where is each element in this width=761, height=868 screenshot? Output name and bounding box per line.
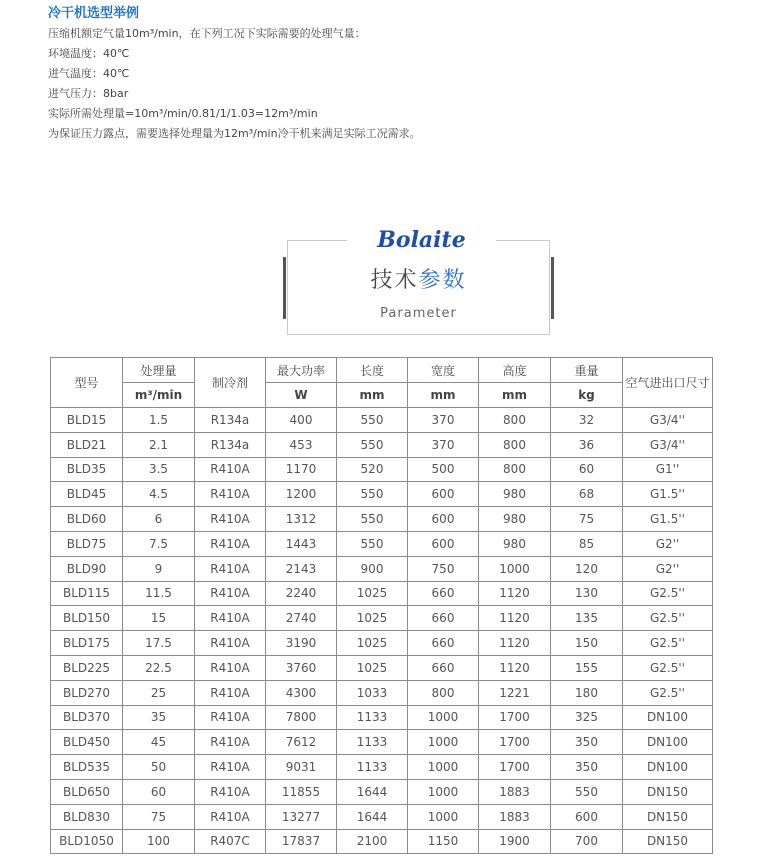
cell-power: 4300 — [266, 680, 337, 705]
cell-height: 1120 — [479, 655, 551, 680]
cell-width: 600 — [408, 507, 479, 532]
cell-port-size: DN150 — [623, 779, 713, 804]
cell-power: 7612 — [266, 730, 337, 755]
cell-width: 660 — [408, 581, 479, 606]
heading-title-part2: 参数 — [418, 268, 467, 293]
parameter-heading-subtitle: Parameter — [380, 306, 457, 321]
cell-length: 520 — [337, 457, 408, 482]
cell-power: 17837 — [266, 829, 337, 854]
section-title: 冷干机选型举例 — [48, 6, 140, 21]
cell-height: 800 — [479, 457, 551, 482]
table-row — [51, 482, 713, 507]
cell-power: 2240 — [266, 581, 337, 606]
parameter-heading-title — [287, 265, 550, 297]
cell-weight: 75 — [551, 507, 623, 532]
unit-power: W — [266, 383, 337, 408]
cell-capacity: 50 — [123, 755, 195, 780]
cell-power: 1443 — [266, 531, 337, 556]
cell-width: 660 — [408, 655, 479, 680]
cell-model: BLD90 — [51, 556, 123, 581]
table-row — [51, 705, 713, 730]
cell-length: 900 — [337, 556, 408, 581]
cell-weight: 135 — [551, 606, 623, 631]
cell-width: 800 — [408, 680, 479, 705]
cell-port-size: DN150 — [623, 804, 713, 829]
cell-model: BLD115 — [51, 581, 123, 606]
cell-capacity: 17.5 — [123, 631, 195, 656]
header-width: 宽度 — [408, 358, 479, 383]
cell-capacity: 75 — [123, 804, 195, 829]
cell-port-size: G1.5'' — [623, 507, 713, 532]
cell-height: 1900 — [479, 829, 551, 854]
frame-top-line-right — [496, 240, 550, 241]
cell-model: BLD21 — [51, 432, 123, 457]
cell-model: BLD35 — [51, 457, 123, 482]
cell-height: 800 — [479, 408, 551, 433]
cell-length: 1644 — [337, 804, 408, 829]
cell-port-size: G3/4'' — [623, 408, 713, 433]
unit-length: mm — [337, 383, 408, 408]
cell-height: 1700 — [479, 730, 551, 755]
cell-width: 1000 — [408, 804, 479, 829]
table-row — [51, 779, 713, 804]
header-port-size: 空气进出口尺寸 — [623, 358, 713, 408]
cell-power: 453 — [266, 432, 337, 457]
cell-refrigerant: R410A — [195, 631, 266, 656]
cell-model: BLD830 — [51, 804, 123, 829]
cell-weight: 325 — [551, 705, 623, 730]
cell-capacity: 6 — [123, 507, 195, 532]
cell-height: 1700 — [479, 705, 551, 730]
cell-length: 1133 — [337, 730, 408, 755]
table-unit-row — [51, 383, 713, 408]
frame-accent-bar-right — [551, 257, 554, 319]
cell-power: 1170 — [266, 457, 337, 482]
cell-weight: 155 — [551, 655, 623, 680]
cell-height: 1221 — [479, 680, 551, 705]
cell-port-size: G2'' — [623, 556, 713, 581]
table-row — [51, 680, 713, 705]
cell-length: 1025 — [337, 581, 408, 606]
table-row — [51, 804, 713, 829]
cell-power: 13277 — [266, 804, 337, 829]
cell-length: 550 — [337, 507, 408, 532]
table-row — [51, 408, 713, 433]
cell-model: BLD450 — [51, 730, 123, 755]
cell-capacity: 100 — [123, 829, 195, 854]
table-row — [51, 755, 713, 780]
cell-weight: 150 — [551, 631, 623, 656]
cell-capacity: 60 — [123, 779, 195, 804]
cell-model: BLD60 — [51, 507, 123, 532]
cell-weight: 130 — [551, 581, 623, 606]
intro-line-inlet-temp: 进气温度：40℃ — [48, 67, 130, 80]
cell-width: 600 — [408, 531, 479, 556]
cell-weight: 36 — [551, 432, 623, 457]
cell-width: 660 — [408, 631, 479, 656]
cell-length: 1644 — [337, 779, 408, 804]
cell-capacity: 4.5 — [123, 482, 195, 507]
cell-capacity: 45 — [123, 730, 195, 755]
brand-logo: Bolaite — [377, 227, 466, 253]
cell-capacity: 11.5 — [123, 581, 195, 606]
cell-height: 980 — [479, 507, 551, 532]
cell-port-size: DN150 — [623, 829, 713, 854]
header-refrigerant: 制冷剂 — [195, 358, 266, 408]
table-header-row — [51, 358, 713, 383]
cell-width: 750 — [408, 556, 479, 581]
cell-refrigerant: R410A — [195, 606, 266, 631]
unit-weight: kg — [551, 383, 623, 408]
cell-weight: 700 — [551, 829, 623, 854]
cell-port-size: DN100 — [623, 730, 713, 755]
unit-capacity: m³/min — [123, 383, 195, 408]
cell-length: 1133 — [337, 705, 408, 730]
table-row — [51, 581, 713, 606]
cell-height: 1883 — [479, 804, 551, 829]
cell-length: 1025 — [337, 606, 408, 631]
frame-top-line-left — [287, 240, 347, 241]
cell-refrigerant: R410A — [195, 482, 266, 507]
cell-refrigerant: R410A — [195, 680, 266, 705]
table-row — [51, 457, 713, 482]
table-row — [51, 531, 713, 556]
intro-line-calculation: 实际所需处理量=10m³/min/0.81/1/1.03=12m³/min — [48, 107, 318, 120]
cell-refrigerant: R410A — [195, 655, 266, 680]
table-row — [51, 631, 713, 656]
header-capacity: 处理量 — [123, 358, 195, 383]
cell-capacity: 9 — [123, 556, 195, 581]
table-row — [51, 556, 713, 581]
cell-weight: 85 — [551, 531, 623, 556]
intro-line-inlet-pressure: 进气压力：8bar — [48, 87, 129, 100]
cell-weight: 120 — [551, 556, 623, 581]
cell-port-size: G1'' — [623, 457, 713, 482]
cell-capacity: 15 — [123, 606, 195, 631]
heading-title-part1: 技术 — [370, 268, 419, 293]
cell-port-size: G2.5'' — [623, 680, 713, 705]
cell-model: BLD15 — [51, 408, 123, 433]
cell-power: 7800 — [266, 705, 337, 730]
cell-capacity: 22.5 — [123, 655, 195, 680]
cell-capacity: 7.5 — [123, 531, 195, 556]
cell-refrigerant: R407C — [195, 829, 266, 854]
cell-power: 1312 — [266, 507, 337, 532]
cell-port-size: G2.5'' — [623, 631, 713, 656]
header-model: 型号 — [51, 358, 123, 408]
cell-port-size: DN100 — [623, 705, 713, 730]
cell-height: 1000 — [479, 556, 551, 581]
table-row — [51, 432, 713, 457]
frame-accent-bar-left — [283, 257, 286, 319]
table-row — [51, 507, 713, 532]
cell-weight: 68 — [551, 482, 623, 507]
cell-refrigerant: R134a — [195, 408, 266, 433]
cell-length: 1025 — [337, 655, 408, 680]
cell-model: BLD45 — [51, 482, 123, 507]
cell-refrigerant: R410A — [195, 779, 266, 804]
cell-port-size: G1.5'' — [623, 482, 713, 507]
cell-weight: 60 — [551, 457, 623, 482]
cell-width: 1000 — [408, 705, 479, 730]
intro-line-ambient-temp: 环境温度：40℃ — [48, 47, 130, 60]
cell-refrigerant: R410A — [195, 730, 266, 755]
cell-height: 1120 — [479, 631, 551, 656]
cell-model: BLD535 — [51, 755, 123, 780]
cell-refrigerant: R410A — [195, 457, 266, 482]
cell-height: 980 — [479, 482, 551, 507]
cell-length: 2100 — [337, 829, 408, 854]
cell-capacity: 25 — [123, 680, 195, 705]
cell-model: BLD270 — [51, 680, 123, 705]
cell-height: 980 — [479, 531, 551, 556]
header-length: 长度 — [337, 358, 408, 383]
header-height: 高度 — [479, 358, 551, 383]
cell-model: BLD225 — [51, 655, 123, 680]
selection-example-section — [48, 4, 728, 144]
cell-port-size: G2.5'' — [623, 655, 713, 680]
cell-refrigerant: R410A — [195, 556, 266, 581]
cell-length: 550 — [337, 432, 408, 457]
cell-length: 1025 — [337, 631, 408, 656]
cell-height: 1120 — [479, 606, 551, 631]
cell-refrigerant: R410A — [195, 755, 266, 780]
cell-weight: 180 — [551, 680, 623, 705]
cell-width: 660 — [408, 606, 479, 631]
cell-power: 3190 — [266, 631, 337, 656]
cell-power: 9031 — [266, 755, 337, 780]
cell-length: 550 — [337, 408, 408, 433]
cell-capacity: 35 — [123, 705, 195, 730]
table-row — [51, 606, 713, 631]
spec-table-body — [51, 408, 713, 854]
cell-capacity: 2.1 — [123, 432, 195, 457]
cell-width: 1150 — [408, 829, 479, 854]
cell-power: 2740 — [266, 606, 337, 631]
cell-weight: 550 — [551, 779, 623, 804]
table-row — [51, 730, 713, 755]
cell-weight: 600 — [551, 804, 623, 829]
cell-weight: 350 — [551, 755, 623, 780]
cell-length: 1033 — [337, 680, 408, 705]
spec-table — [50, 357, 713, 854]
cell-length: 550 — [337, 482, 408, 507]
cell-refrigerant: R410A — [195, 531, 266, 556]
cell-width: 1000 — [408, 779, 479, 804]
cell-model: BLD650 — [51, 779, 123, 804]
cell-height: 1120 — [479, 581, 551, 606]
header-weight: 重量 — [551, 358, 623, 383]
header-power: 最大功率 — [266, 358, 337, 383]
cell-model: BLD175 — [51, 631, 123, 656]
cell-port-size: G2.5'' — [623, 606, 713, 631]
intro-line-conclusion: 为保证压力露点，需要选择处理量为12m³/min冷干机来满足实际工况需求。 — [48, 127, 421, 140]
cell-port-size: G2.5'' — [623, 581, 713, 606]
cell-capacity: 3.5 — [123, 457, 195, 482]
cell-width: 600 — [408, 482, 479, 507]
table-row — [51, 655, 713, 680]
cell-width: 1000 — [408, 730, 479, 755]
cell-power: 1200 — [266, 482, 337, 507]
cell-width: 500 — [408, 457, 479, 482]
cell-power: 400 — [266, 408, 337, 433]
cell-refrigerant: R134a — [195, 432, 266, 457]
cell-model: BLD75 — [51, 531, 123, 556]
cell-width: 1000 — [408, 755, 479, 780]
cell-model: BLD1050 — [51, 829, 123, 854]
cell-weight: 32 — [551, 408, 623, 433]
cell-width: 370 — [408, 432, 479, 457]
cell-port-size: DN100 — [623, 755, 713, 780]
cell-refrigerant: R410A — [195, 507, 266, 532]
intro-line-rated-flow: 压缩机额定气量10m³/min，在下列工况下实际需要的处理气量： — [48, 27, 366, 40]
cell-height: 1883 — [479, 779, 551, 804]
cell-model: BLD370 — [51, 705, 123, 730]
cell-weight: 350 — [551, 730, 623, 755]
cell-power: 11855 — [266, 779, 337, 804]
cell-port-size: G3/4'' — [623, 432, 713, 457]
cell-refrigerant: R410A — [195, 581, 266, 606]
cell-port-size: G2'' — [623, 531, 713, 556]
cell-power: 3760 — [266, 655, 337, 680]
cell-refrigerant: R410A — [195, 705, 266, 730]
cell-length: 1133 — [337, 755, 408, 780]
cell-width: 370 — [408, 408, 479, 433]
unit-width: mm — [408, 383, 479, 408]
cell-height: 800 — [479, 432, 551, 457]
cell-height: 1700 — [479, 755, 551, 780]
cell-model: BLD150 — [51, 606, 123, 631]
cell-refrigerant: R410A — [195, 804, 266, 829]
cell-power: 2143 — [266, 556, 337, 581]
unit-height: mm — [479, 383, 551, 408]
cell-capacity: 1.5 — [123, 408, 195, 433]
table-row — [51, 829, 713, 854]
cell-length: 550 — [337, 531, 408, 556]
